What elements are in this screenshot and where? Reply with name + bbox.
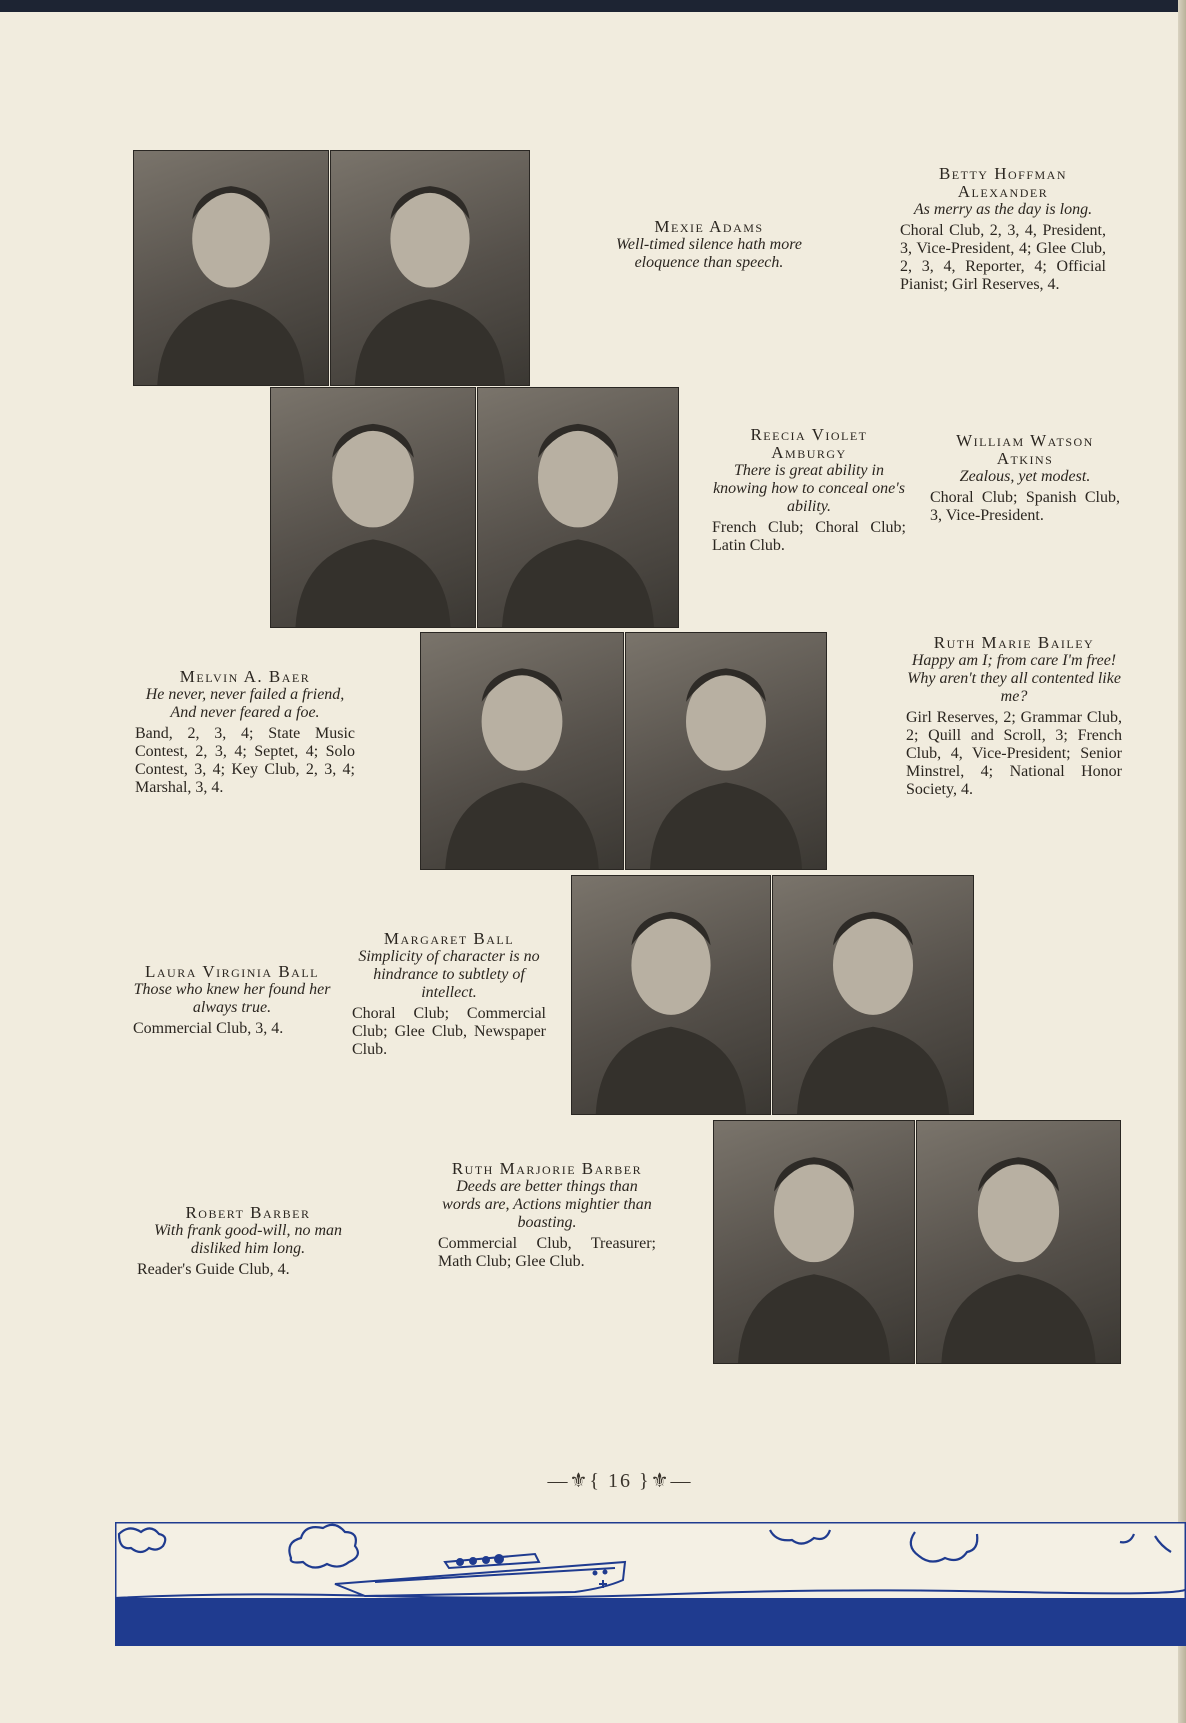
student-activities: Choral Club; Spanish Club, 3, Vice-President. [930, 489, 1120, 524]
student-motto: Deeds are better things than words are, Actions mightier than boasting. [442, 1178, 652, 1231]
folio-ornament-right: }⚜— [639, 1470, 693, 1492]
student-activities: Commercial Club, 3, 4. [133, 1020, 284, 1037]
student-name: Ruth Marie Bailey [933, 633, 1095, 652]
student-entry [906, 634, 1122, 799]
portrait-photo-laura-ball [571, 875, 771, 1115]
folio-ornament-left: —⚜{ [547, 1470, 601, 1492]
student-entry [598, 218, 820, 272]
student-entry [137, 1204, 359, 1279]
student-activities: Reader's Guide Club, 4. [137, 1261, 290, 1278]
student-entry [352, 930, 546, 1059]
portrait-photo-melvin-baer [420, 632, 624, 870]
portrait-photo-margaret-ball [772, 875, 974, 1115]
portrait-photo-robert-barber [713, 1120, 915, 1364]
ship-banner-illustration [115, 1522, 1186, 1646]
portrait-photo-mexie-adams [133, 150, 329, 386]
student-motto: With frank good-will, no man disliked him long. [154, 1222, 342, 1257]
student-name: Mexie Adams [654, 217, 764, 236]
page-number [540, 1468, 700, 1493]
student-activities: Band, 2, 3, 4; State Music Contest, 2, 3, 4; Septet, 4; Solo Contest, 3, 4; Key Club, 2, 3, 4; Marshal, 3, 4. [135, 725, 355, 796]
student-name: William Watson Atkins [956, 431, 1094, 468]
student-motto: Those who knew her found her always true. [133, 981, 331, 1016]
student-motto: Happy am I; from care I'm free! Why aren't they all contented like me? [907, 652, 1121, 705]
student-entry [712, 426, 906, 555]
student-motto: Simplicity of character is no hindrance to subtlety of intellect. [358, 948, 540, 1001]
student-entry [930, 432, 1120, 525]
student-motto: He never, never failed a friend, And never feared a foe. [145, 686, 345, 721]
page-right-edge [1178, 0, 1186, 1723]
student-entry [135, 668, 355, 797]
student-activities: Girl Reserves, 2; Grammar Club, 2; Quill and Scroll, 3; French Club, 4, Vice-President; Senior Minstrel, 4; National Honor Society, 4. [906, 709, 1122, 798]
portrait-photo-ruth-marjorie-barber [916, 1120, 1121, 1364]
student-motto: Well-timed silence hath more eloquence than speech. [616, 236, 802, 271]
portrait-photo-betty-alexander [330, 150, 530, 386]
portrait-photo-reecia-amburgy [270, 387, 476, 628]
portrait-photo-ruth-bailey [625, 632, 827, 870]
student-motto: There is great ability in knowing how to conceal one's ability. [713, 462, 905, 515]
student-activities: Commercial Club, Treasurer; Math Club; Glee Club. [438, 1235, 656, 1270]
student-name: Betty Hoffman Alexander [938, 164, 1068, 201]
student-entry [438, 1160, 656, 1271]
student-name: Laura Virginia Ball [144, 962, 319, 981]
student-name: Melvin A. Baer [179, 667, 311, 686]
student-entry [133, 963, 331, 1038]
student-name: Ruth Marjorie Barber [451, 1159, 643, 1178]
student-motto: Zealous, yet modest. [959, 468, 1091, 485]
student-motto: As merry as the day is long. [913, 201, 1093, 218]
student-activities: French Club; Choral Club; Latin Club. [712, 519, 906, 554]
page-number-text: 16 [608, 1470, 632, 1492]
student-name: Margaret Ball [383, 929, 515, 948]
portrait-photo-william-atkins [477, 387, 679, 628]
student-name: Reecia Violet Amburgy [750, 425, 868, 462]
page-top-edge [0, 0, 1186, 12]
student-entry [900, 165, 1106, 294]
student-name: Robert Barber [185, 1203, 311, 1222]
student-activities: Choral Club, 2, 3, 4, President, 3, Vice-President, 4; Glee Club, 2, 3, 4, Reporter, 4; Official Pianist; Girl Reserves, 4. [900, 222, 1106, 293]
student-activities: Choral Club; Commercial Club; Glee Club, Newspaper Club. [352, 1005, 546, 1058]
